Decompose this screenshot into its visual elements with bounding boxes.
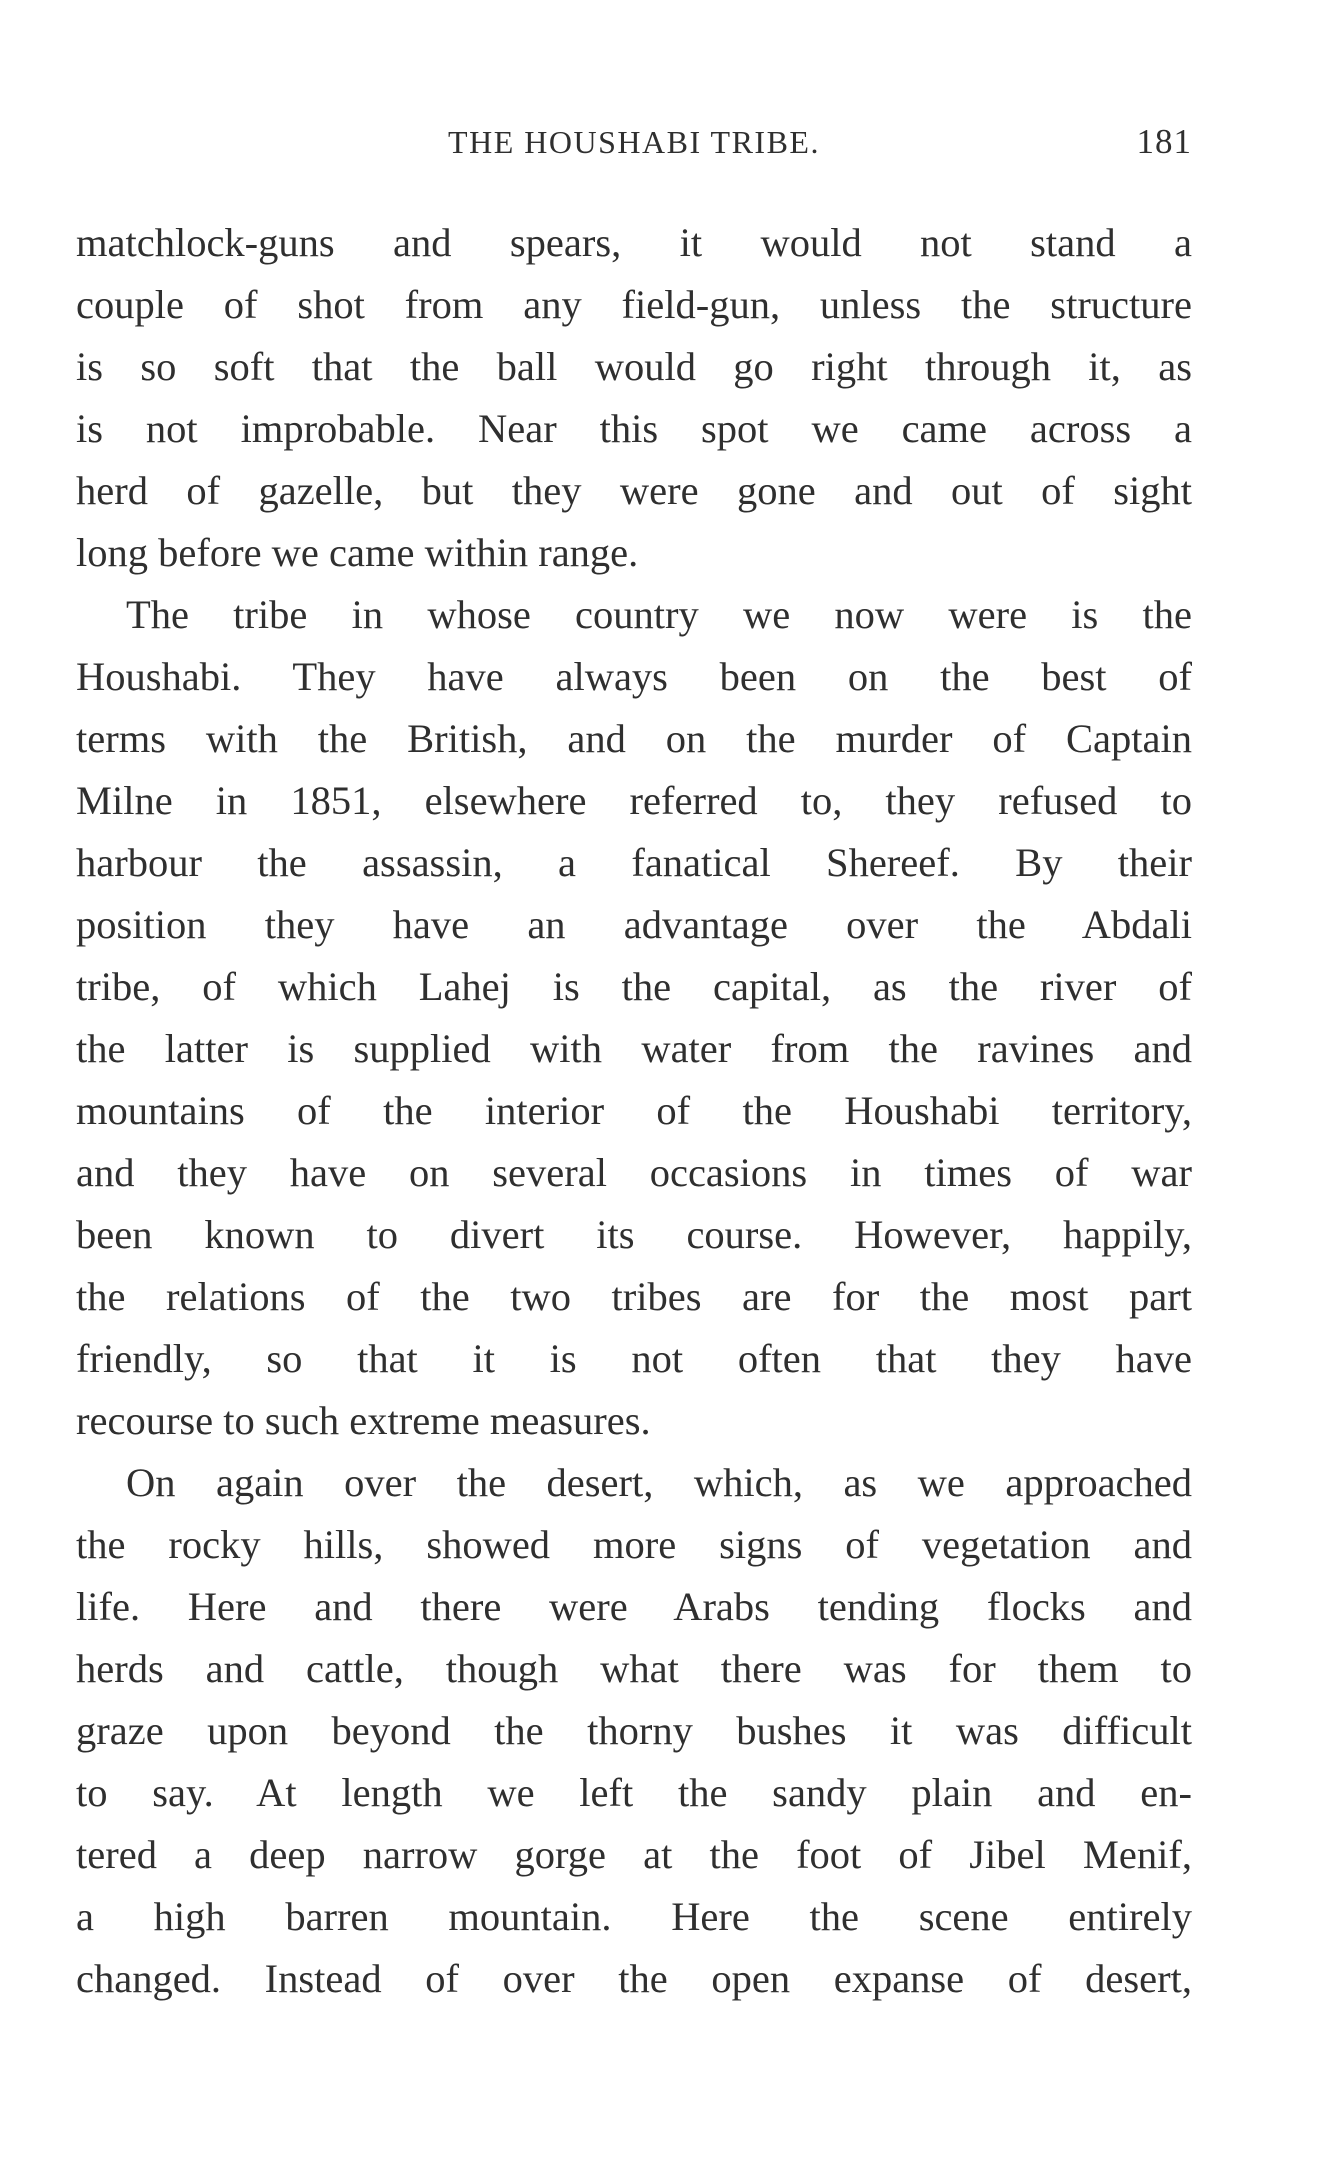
text-line: is not improbable. Near this spot we came across a xyxy=(76,406,1192,451)
text-line: Milne in 1851, elsewhere referred to, they refused to xyxy=(76,778,1192,823)
text-line: position they have an advantage over the Abdali xyxy=(76,902,1192,947)
text-line: and they have on several occasions in times of war xyxy=(76,1150,1192,1195)
text-line: life. Here and there were Arabs tending flocks and xyxy=(76,1584,1192,1629)
text-line: been known to divert its course. However, happily, xyxy=(76,1212,1192,1257)
text-line: the relations of the two tribes are for the most part xyxy=(76,1274,1192,1319)
running-title: THE HOUSHABI TRIBE. xyxy=(448,124,820,160)
paragraph-end-line: long before we came within range. xyxy=(76,530,639,575)
paragraph-end-line: recourse to such extreme measures. xyxy=(76,1398,651,1443)
paragraph-start-line: On again over the desert, which, as we approached xyxy=(126,1460,1192,1505)
text-line: friendly, so that it is not often that they have xyxy=(76,1336,1192,1381)
text-line: the rocky hills, showed more signs of vegetation and xyxy=(76,1522,1192,1567)
body-text xyxy=(76,212,1192,2010)
text-line: herd of gazelle, but they were gone and out of sight xyxy=(76,468,1192,513)
text-line: mountains of the interior of the Houshabi territory, xyxy=(76,1088,1192,1133)
text-line: couple of shot from any field-gun, unless the structure xyxy=(76,282,1192,327)
text-line: the latter is supplied with water from the ravines and xyxy=(76,1026,1192,1071)
text-line: tered a deep narrow gorge at the foot of Jibel Menif, xyxy=(76,1832,1192,1877)
text-line: graze upon beyond the thorny bushes it was difficult xyxy=(76,1708,1192,1753)
text-line: terms with the British, and on the murder of Captain xyxy=(76,716,1192,761)
text-line: Houshabi. They have always been on the best of xyxy=(76,654,1192,699)
text-line: changed. Instead of over the open expanse of desert, xyxy=(76,1956,1192,2001)
running-head xyxy=(76,122,1192,162)
text-line: to say. At length we left the sandy plain and en- xyxy=(76,1770,1192,1815)
paragraph-start-line: The tribe in whose country we now were is the xyxy=(126,592,1192,637)
text-line: tribe, of which Lahej is the capital, as the river of xyxy=(76,964,1192,1009)
text-line: harbour the assassin, a fanatical Shereef. By their xyxy=(76,840,1192,885)
text-line: matchlock-guns and spears, it would not stand a xyxy=(76,220,1192,265)
text-line: a high barren mountain. Here the scene entirely xyxy=(76,1894,1192,1939)
text-line: is so soft that the ball would go right through it, as xyxy=(76,344,1192,389)
page-number: 181 xyxy=(1136,122,1192,161)
text-line: herds and cattle, though what there was for them to xyxy=(76,1646,1192,1691)
